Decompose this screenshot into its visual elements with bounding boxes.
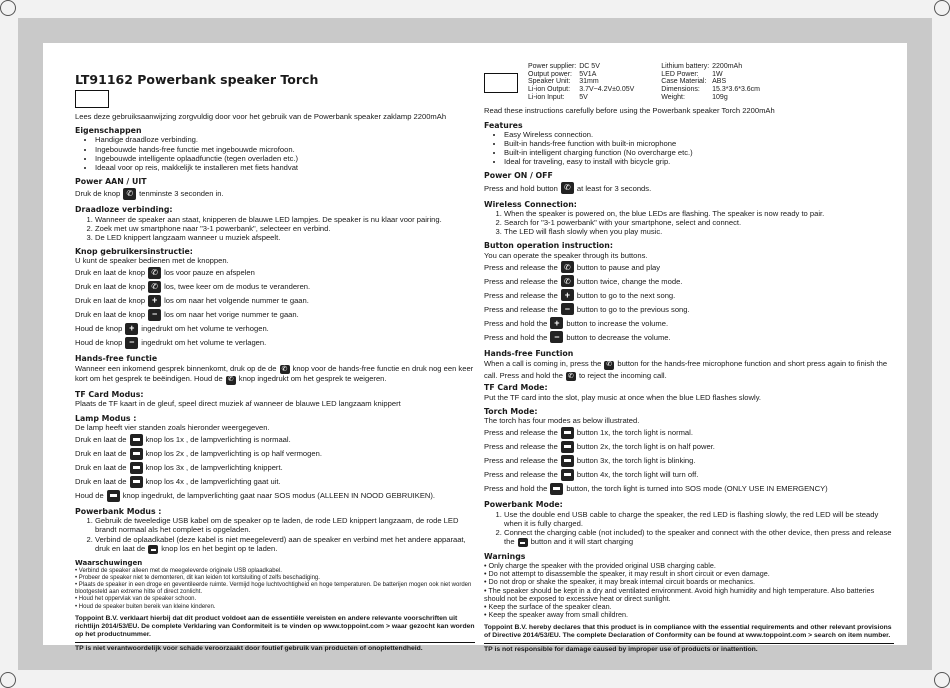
text: Press and hold the (484, 484, 548, 494)
list-item: • Probeer de speaker niet te demonteren, dit kan leiden tot kortsluiting of zelfs beschadiging. (75, 574, 320, 581)
torch-icon (130, 462, 143, 474)
list-item: • The speaker should be kept in a dry and ventilated environment. Avoid high humidity and high temperature. Also batteries should not be exposed to excessive heat or direct sunlight. (484, 585, 875, 603)
button-instruction (75, 308, 475, 321)
phone-icon: ✆ (123, 188, 136, 200)
text: button to go to the next song. (576, 290, 676, 300)
spec-value: 1W (712, 70, 723, 78)
logo-placeholder (75, 90, 109, 108)
wireless-list (484, 209, 894, 236)
text: los voor pauze en afspelen (164, 268, 255, 278)
plus-icon: + (148, 295, 161, 307)
text: Press and release the (484, 456, 558, 466)
text: Press and release the (484, 304, 558, 314)
list-item: • Ideaal voor op reis, makkelijk te installeren met fiets handvat (95, 163, 475, 172)
lamp-instruction (75, 447, 475, 460)
list-item: 1. When the speaker is powered on, the blue LEDs are flashing. The speaker is now ready to pair. (504, 209, 894, 218)
button-instruction (75, 294, 475, 307)
buttons-heading: Knop gebruikersinstructie: (75, 246, 193, 256)
torch-icon (518, 538, 528, 547)
text: knop ingedrukt, de lampverlichting gaat naar SOS modus (ALLEEN IN NOOD GEBRUIKEN). (122, 490, 436, 500)
text: Verbind de oplaadkabel (deze kabel is niet meegeleverd) aan de speaker en verbind met het andere apparaat, druk en laat de (95, 534, 466, 553)
powerbank-heading: Powerbank Mode: (484, 500, 563, 510)
text: Druk en laat de (75, 476, 127, 486)
text: button 2x, the torch light is on half power. (576, 442, 715, 452)
button-instruction (484, 331, 894, 344)
torch-icon (561, 427, 574, 439)
list-item: 2. Zoek met uw smartphone naar "3-1 powerbank", selecteer en verbind. (95, 224, 475, 233)
text: Press and hold the (484, 332, 548, 342)
spec-label: Power supplier: (528, 63, 577, 70)
spec-label: LED Power: (661, 70, 699, 78)
text: Druk en laat de knop (75, 268, 146, 278)
list-item: • Plaats de speaker in een droge en geventileerde ruimte. Vermijd hoge luchtvochtigheid en hoge temperaturen. De batterijen mogen ook niet worden blootgesteld aan extreme hitte of direct zonlicht. (75, 581, 472, 596)
phone-icon: ✆ (566, 372, 576, 381)
list-item: 1. Wanneer de speaker aan staat, knipperen de blauwe LED lampjes. De speaker is nu klaar voor pairing. (95, 215, 475, 224)
list-item: • Houd de speaker buiten bereik van kleine kinderen. (75, 603, 216, 610)
spec-label: Lithium battery: (661, 63, 710, 70)
button-instruction (75, 322, 475, 335)
list-item: • Ingebouwde intelligente oplaadfunctie (tegen overladen etc.) (95, 154, 475, 163)
text: to reject the incoming call. (578, 370, 667, 380)
text: button to go to the previous song. (576, 304, 690, 314)
list-item (504, 528, 894, 548)
text: Houd de (75, 490, 104, 500)
torch-instruction (484, 468, 894, 481)
plus-icon: + (550, 317, 563, 329)
torch-icon (550, 483, 563, 495)
spec-value: 15.3*3.6*3.6cm (712, 86, 761, 94)
list-item: • Verbind de speaker alleen met de meegeleverde originele USB oplaadkabel. (75, 567, 282, 574)
text: button to decrease the volume. (566, 332, 671, 342)
features-heading: Eigenschappen (75, 126, 142, 136)
phone-icon: ✆ (226, 376, 236, 385)
liability-text: TP is not responsible for damage caused by improper use of products or inattention. (484, 645, 758, 653)
text: Houd de knop (75, 338, 123, 348)
text: Druk en laat de knop (75, 296, 146, 306)
phone-icon: ✆ (561, 182, 574, 194)
spec-value: ABS (712, 78, 727, 86)
tf-text: Plaats de TF kaart in de gleuf, speel direct muziek af wanneer de blauwe LED langzaam knippert (75, 399, 401, 409)
tf-heading: TF Card Mode: (484, 383, 548, 393)
list-item: • Do not attempt to disassemble the speaker, it may result in short circuit or even damage. (484, 568, 770, 578)
text: tenminste 3 seconden in. (139, 189, 224, 199)
torch-instruction (484, 482, 894, 495)
warnings-heading: Warnings (484, 552, 526, 562)
list-item: • Houd het oppervlak van de speaker schoon. (75, 596, 197, 603)
phone-icon: ✆ (604, 361, 614, 370)
handsfree-text (484, 358, 894, 381)
powerbank-list (484, 510, 894, 548)
english-column (484, 43, 894, 654)
text: knop los 3x , de lampverlichting knippert. (145, 462, 283, 472)
spec-block (484, 63, 894, 101)
minus-icon: − (148, 309, 161, 321)
phone-icon: ✆ (561, 261, 574, 273)
text: knop los 1x , de lampverlichting is normaal. (145, 434, 291, 444)
features-list (484, 130, 894, 166)
crop-mark-icon (0, 672, 16, 688)
features-list (75, 135, 475, 171)
text: Houd de knop (75, 324, 123, 334)
text: button for the hands-free microphone function and short press again to finish the call. Press and hold the (484, 359, 888, 380)
list-item: • Keep the surface of the speaker clean. (484, 602, 612, 612)
list-item: • Easy Wireless connection. (504, 130, 894, 139)
list-item: • Ingebouwde hands-free functie met ingebouwde microfoon. (95, 145, 475, 154)
text: button twice, change the mode. (576, 276, 683, 286)
phone-icon: ✆ (561, 275, 574, 287)
text: Druk en laat de (75, 448, 127, 458)
text: ingedrukt om het volume te verlagen. (141, 338, 267, 348)
spec-label: Output power: (528, 70, 572, 78)
button-instruction (75, 336, 475, 349)
handsfree-text (75, 364, 475, 385)
list-item: 3. De LED knippert langzaam wanneer u muziek afspeelt. (95, 233, 475, 242)
warnings-list (484, 562, 894, 620)
power-heading: Power ON / OFF (484, 171, 553, 181)
list-item: 3. The LED will flash slowly when you play music. (504, 227, 894, 236)
button-instruction (484, 261, 894, 274)
power-heading: Power AAN / UIT (75, 176, 147, 186)
text: Druk en laat de knop (75, 282, 146, 292)
minus-icon: − (550, 331, 563, 343)
text: When a call is coming in, press the (484, 359, 602, 369)
buttons-intro: You can operate the speaker through its buttons. (484, 250, 648, 260)
text: Wanneer een inkomend gesprek binnenkomt, druk op de de (75, 363, 277, 373)
text: button 3x, the torch light is blinking. (576, 456, 696, 466)
text: Press and hold button (484, 183, 558, 193)
phone-icon: ✆ (148, 281, 161, 293)
crop-mark-icon (934, 0, 950, 16)
list-item: 1. Use the double end USB cable to charge the speaker, the red LED is flashing slowly, the red LED will be steady when it is fully charged. (504, 510, 894, 528)
spec-value: 2200mAh (712, 63, 743, 70)
warnings-heading: Waarschuwingen (75, 559, 143, 568)
torch-instruction (484, 440, 894, 453)
buttons-intro: U kunt de speaker bedienen met de knoppen. (75, 256, 229, 266)
list-item: 2. Search for "3-1 powerbank" with your smartphone, select and connect. (504, 218, 894, 227)
torch-instruction (484, 454, 894, 467)
liability-text: TP is niet verantwoordelijk voor schade veroorzaakt door foutief gebruik van producten of onoplettendheid. (75, 645, 423, 653)
features-heading: Features (484, 120, 523, 130)
torch-instruction (484, 426, 894, 439)
lamp-heading: Lamp Modus : (75, 413, 137, 423)
wireless-heading: Draadloze verbinding: (75, 205, 173, 215)
phone-icon: ✆ (148, 267, 161, 279)
list-item: • Handige draadloze verbinding. (95, 135, 475, 144)
text: knop voor de hands-free functie en druk nog een keer kort om het gesprek te beëindigen. Houd de (75, 363, 474, 384)
powerbank-list (75, 516, 475, 554)
torch-icon (561, 469, 574, 481)
spec-value: 31mm (579, 78, 599, 86)
divider (484, 643, 894, 644)
spec-label: Dimensions: (661, 86, 700, 94)
list-item: 1. Gebruik de tweeledige USB kabel om de speaker op te laden, de rode LED knippert langzaam, de rode LED brandt normaal als het compleet is opgeladen. (95, 516, 475, 534)
spec-table-right (661, 63, 763, 101)
intro-text: Lees deze gebruiksaanwijzing zorgvuldig door voor het gebruik van de Powerbank speaker zaklamp 2200mAh (75, 112, 447, 121)
list-item: • Only charge the speaker with the provided original USB charging cable. (484, 560, 716, 570)
spec-label: Speaker Unit: (528, 78, 571, 86)
powerbank-heading: Powerbank Modus : (75, 507, 162, 517)
torch-icon (130, 434, 143, 446)
list-item: • Ideal for traveling, easy to install with bicycle grip. (504, 157, 894, 166)
lamp-instruction (75, 489, 475, 502)
list-item: • Keep the speaker away from small children. (484, 610, 628, 620)
torch-icon (148, 545, 158, 554)
minus-icon: − (561, 303, 574, 315)
text: at least for 3 seconds. (576, 183, 652, 193)
buttons-heading: Button operation instruction: (484, 241, 613, 251)
text: Press and release the (484, 470, 558, 480)
text: Press and release the (484, 428, 558, 438)
spec-label: Li-ion Input: (528, 93, 565, 101)
torch-icon (130, 448, 143, 460)
crop-mark-icon (0, 0, 16, 16)
tf-heading: TF Card Modus: (75, 390, 144, 400)
text: button 1x, the torch light is normal. (576, 428, 693, 438)
text: los, twee keer om de modus te veranderen. (164, 282, 311, 292)
torch-icon (130, 476, 143, 488)
lamp-instruction (75, 433, 475, 446)
instruction-sheet (43, 43, 907, 653)
text: button, the torch light is turned into SOS mode (ONLY USE IN EMERGENCY) (566, 484, 828, 494)
text: los om naar het volgende nummer te gaan. (164, 296, 309, 306)
text: Press and release the (484, 262, 558, 272)
wireless-heading: Wireless Connection: (484, 199, 577, 209)
crop-mark-icon (934, 672, 950, 688)
page-title: LT91162 Powerbank speaker Torch (75, 72, 319, 87)
text: los om naar het vorige nummer te gaan. (164, 310, 299, 320)
plus-icon: + (125, 323, 138, 335)
spec-value: 5V (579, 93, 588, 101)
text: knop ingedrukt om het gesprek te weigeren. (238, 374, 387, 384)
text: ingedrukt om het volume te verhogen. (141, 324, 269, 334)
text: Press and release the (484, 442, 558, 452)
text: Connect the charging cable (not included) to the speaker and connect with the other device, then press and release the (504, 527, 892, 546)
text: button to increase the volume. (566, 318, 669, 328)
button-instruction (484, 303, 894, 316)
dutch-column (75, 43, 475, 653)
spec-label: Weight: (661, 93, 685, 101)
lamp-instruction (75, 461, 475, 474)
divider (75, 642, 475, 643)
list-item: • Built-in hands-free function with built-in microphone (504, 139, 894, 148)
text: button 4x, the torch light will turn off. (576, 470, 699, 480)
lamp-instruction (75, 475, 475, 488)
text: Druk en laat de knop (75, 310, 146, 320)
spec-label: Li-ion Output: (528, 86, 571, 94)
declaration-text: Toppoint B.V. verklaart hierbij dat dit product voldoet aan de essentiële vereisten en andere relevante voorschriften uit richtlijn 2014/53/EU. De complete Verklaring van Conformiteit is te vinden op www.toppoint.com > waar gezocht kan worden op het productnummer. (75, 614, 475, 639)
spec-value: 109g (712, 93, 728, 101)
text: button and it will start charging (530, 536, 634, 546)
wireless-list (75, 215, 475, 242)
handsfree-heading: Hands-free Function (484, 348, 574, 358)
text: knop los 4x , de lampverlichting gaat uit. (145, 476, 281, 486)
text: Press and release the (484, 276, 558, 286)
spec-value: DC 5V (579, 63, 600, 70)
torch-icon (561, 441, 574, 453)
button-instruction (484, 317, 894, 330)
text: Press and release the (484, 290, 558, 300)
list-item: • Built-in intelligent charging function (No overcharge etc.) (504, 148, 894, 157)
text: Druk en laat de (75, 462, 127, 472)
button-instruction (484, 289, 894, 302)
button-instruction (75, 280, 475, 293)
text: button to pause and play (576, 262, 661, 272)
warnings-list (75, 568, 475, 611)
list-item: • Do not drop or shake the speaker, it may break internal circuit boards or mechanics. (484, 577, 755, 587)
torch-heading: Torch Mode: (484, 406, 538, 416)
handsfree-heading: Hands-free functie (75, 354, 158, 364)
spec-table-left (528, 63, 637, 101)
text: Druk de knop (75, 189, 121, 199)
text: knop los en het begint op te laden. (161, 543, 278, 553)
declaration-text: Toppoint B.V. hereby declares that this product is in compliance with the essential requirements and other relevant provisions of Directive 2014/53/EU. The complete Declaration of Conformity can be found at www.toppoint.com > search on item number. (484, 623, 892, 639)
spec-value: 3.7V~4.2V±0.05V (579, 86, 635, 94)
button-instruction (75, 266, 475, 279)
torch-icon (107, 490, 120, 502)
list-item (95, 535, 475, 555)
text: knop los 2x , de lampverlichting is op half vermogen. (145, 448, 322, 458)
spec-label: Case Material: (661, 78, 707, 86)
lamp-intro: De lamp heeft vier standen zoals hieronder weergegeven. (75, 422, 270, 432)
spec-value: 5V1A (579, 70, 597, 78)
button-instruction (484, 275, 894, 288)
torch-icon (561, 455, 574, 467)
text: Press and hold the (484, 318, 548, 328)
intro-text: Read these instructions carefully before using the Powerbank speaker Torch 2200mAh (484, 106, 775, 116)
logo-placeholder (484, 73, 518, 93)
minus-icon: − (125, 337, 138, 349)
text: Druk en laat de (75, 434, 127, 444)
plus-icon: + (561, 289, 574, 301)
power-line (484, 182, 894, 195)
power-line (75, 187, 475, 200)
tf-text: Put the TF card into the slot, play music at once when the blue LED flashes slowly. (484, 392, 762, 402)
phone-icon: ✆ (280, 365, 290, 374)
torch-intro: The torch has four modes as below illustrated. (484, 416, 640, 426)
